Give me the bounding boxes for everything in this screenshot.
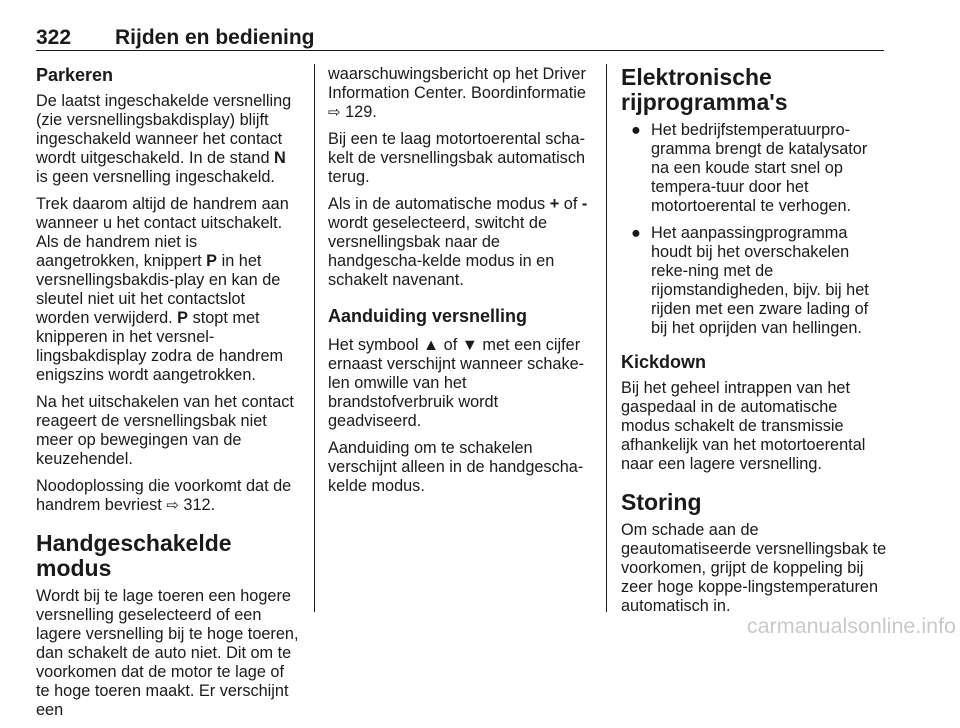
gear-key: P — [206, 252, 218, 270]
running-title: Rijden en bediening — [115, 26, 315, 49]
paragraph: Trek daarom altijd de handrem aan wanneer u het contact uitschakelt. Als de handrem niet is aangetrokken, knippert P in het versnellingsbakdis-play en kan de sleutel niet uit het contactslot worden verwijderd. P stopt met knipperen in het versnel-lingsbakdisplay zodra de handrem enigszins wordt aangetrokken. — [36, 195, 289, 384]
column-left — [36, 65, 302, 728]
bullet-icon: ● — [631, 121, 641, 139]
column-middle — [328, 65, 592, 504]
page-reference-icon: ⇨ — [328, 104, 341, 121]
bullet-icon: ● — [631, 224, 641, 242]
paragraph: Bij een te laag motortoerental scha-kelt de versnellingsbak automatisch terug. — [328, 130, 586, 186]
paragraph: Aanduiding om te schakelen verschijnt alleen in de handgescha-kelde modus. — [328, 439, 584, 495]
column-divider — [314, 64, 315, 612]
bullet-list — [621, 121, 887, 338]
paragraph: De laatst ingeschakelde versnelling (zie versnellingsbakdisplay) blijft ingeschakeld wanneer het contact wordt uitgeschakeld. In de stand N is geen versnelling ingeschakeld. — [36, 92, 292, 186]
paragraph: Om schade aan de geautomatiseerde versnellingsbak te voorkomen, grijpt de koppeling bij zeer hoge koppe-lingstemperaturen automatisch in. — [621, 521, 887, 615]
paragraph: Als in de automatische modus + of - wordt geselecteerd, switcht de versnellingsbak naar de handgescha-kelde modus in en schakelt navenant. — [328, 195, 588, 289]
column-right — [621, 65, 887, 624]
heading-storing: Storing — [621, 489, 702, 515]
list-item: ● Het bedrijfstemperatuurpro-gramma brengt de katalysator na een koude start snel op tempera-tuur door het motortoerental te verhogen. — [631, 121, 868, 215]
gear-key: N — [274, 149, 286, 167]
paragraph: waarschuwingsbericht op het Driver Information Center. Boordinformatie ⇨ 129. — [328, 65, 586, 121]
heading-parkeren: Parkeren — [36, 65, 114, 85]
page-number: 322 — [36, 26, 72, 49]
paragraph: Na het uitschakelen van het contact reageert de versnellingsbak niet meer op bewegingen van de keuzehendel. — [36, 393, 294, 468]
list-item: ● Het aanpassingprogramma houdt bij het overschakelen reke-ning met de rijomstandigheden, bijv. bij het rijden met een zware lading of bij het oprijden van hellingen. — [631, 224, 869, 337]
paragraph: Noodoplossing die voorkomt dat de handrem bevriest ⇨ 312. — [36, 477, 292, 514]
plus-symbol: + — [549, 195, 560, 213]
minus-symbol: - — [581, 195, 588, 213]
page-header — [36, 24, 884, 51]
heading-handgeschakelde-modus: Handgeschakelde modus — [36, 530, 232, 581]
triangle-down-icon: ▼ — [461, 336, 478, 354]
column-divider — [606, 64, 607, 612]
heading-kickdown: Kickdown — [621, 352, 707, 372]
page-reference[interactable]: 129. — [340, 103, 377, 121]
page-reference[interactable]: 312. — [178, 496, 216, 514]
heading-aanduiding-versnelling: Aanduiding versnelling — [328, 306, 528, 326]
gear-key: P — [177, 309, 189, 327]
paragraph: Het symbool ▲ of ▼ met een cijfer ernaast verschijnt wanneer schake-len omwille van het brandstofverbruik wordt geadviseerd. — [328, 336, 585, 430]
paragraph: Bij het geheel intrappen van het gaspedaal in de automatische modus schakelt de transmissie afhankelijk van het motortoerental naar een lagere versnelling. — [621, 379, 866, 473]
heading-elektronische-rijprogrammas: Elektronische rijprogramma's — [621, 64, 788, 115]
page-reference-icon: ⇨ — [166, 497, 179, 514]
watermark: carmanualsonline.info — [746, 614, 956, 638]
triangle-up-icon: ▲ — [423, 336, 440, 354]
paragraph: Wordt bij te lage toeren een hogere versnelling geselecteerd of een lagere versnelling bij te hoge toeren, dan schakelt de auto niet. Dit om te voorkomen dat de motor te lage of te hoge toeren maakt. Er verschijnt een — [36, 587, 299, 719]
